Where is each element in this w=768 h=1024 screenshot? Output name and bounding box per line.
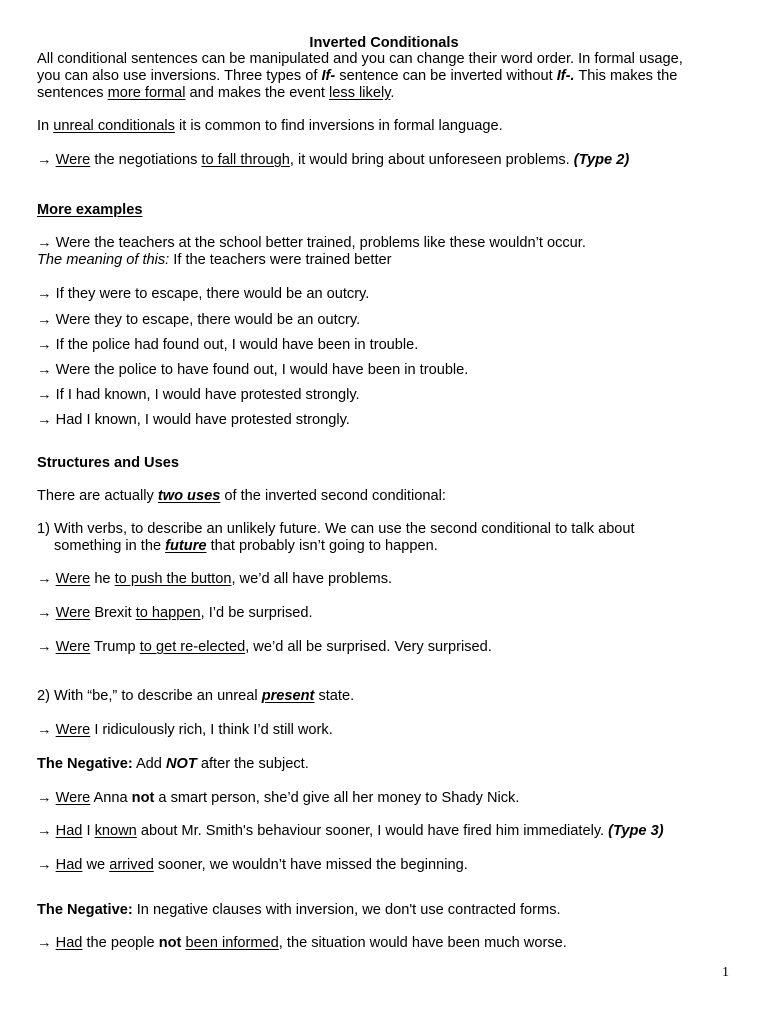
- arrow-icon: →: [37, 337, 56, 353]
- intro-line-1: All conditional sentences can be manipulated and you can change their word order. In formal usage,: [37, 51, 683, 67]
- arrow-icon: →: [37, 790, 56, 806]
- unreal-conditionals-line: In unreal conditionals it is common to find inversions in formal language.: [37, 118, 503, 134]
- arrow-icon: →: [37, 152, 56, 168]
- arrow-icon: →: [37, 857, 56, 873]
- example-item: → If I had known, I would have protested strongly.: [37, 387, 360, 403]
- example-rich: → Were I ridiculously rich, I think I’d still work.: [37, 722, 333, 738]
- meaning-line: The meaning of this: If the teachers were trained better: [37, 252, 392, 268]
- example-informed: → Had the people not been informed, the situation would have been much worse.: [37, 935, 567, 951]
- negative-rule-2: The Negative: In negative clauses with inversion, we don't use contracted forms.: [37, 902, 561, 918]
- example-brexit: → Were Brexit to happen, I’d be surprised.: [37, 605, 313, 621]
- example-smith: → Had I known about Mr. Smith's behaviour sooner, I would have fired him immediately. (Type 3): [37, 823, 664, 839]
- example-item: → Were they to escape, there would be an outcry.: [37, 312, 361, 328]
- arrow-icon: →: [37, 412, 56, 428]
- two-uses-line: There are actually two uses of the inverted second conditional:: [37, 488, 446, 504]
- example-anna: → Were Anna not a smart person, she’d give all her money to Shady Nick.: [37, 790, 520, 806]
- intro-line-3: sentences more formal and makes the event less likely.: [37, 85, 395, 101]
- arrow-icon: →: [37, 235, 56, 251]
- arrow-icon: →: [37, 362, 56, 378]
- structures-heading: Structures and Uses: [37, 455, 179, 471]
- page-number: 1: [722, 965, 729, 980]
- example-negotiations: → Were the negotiations to fall through, it would bring about unforeseen problems. (Type 2): [37, 152, 630, 168]
- negative-rule-1: The Negative: Add NOT after the subject.: [37, 756, 309, 772]
- example-arrived: → Had we arrived sooner, we wouldn’t have missed the beginning.: [37, 857, 468, 873]
- intro-line-2: you can also use inversions. Three types of If- sentence can be inverted without If-. This makes the: [37, 68, 678, 84]
- example-item: → If they were to escape, there would be an outcry.: [37, 286, 370, 302]
- arrow-icon: →: [37, 722, 56, 738]
- example-button: → Were he to push the button, we’d all have problems.: [37, 571, 393, 587]
- arrow-icon: →: [37, 639, 56, 655]
- use-1-line-2: something in the future that probably isn’t going to happen.: [54, 538, 438, 554]
- example-item: → If the police had found out, I would have been in trouble.: [37, 337, 419, 353]
- use-2-line: 2) With “be,” to describe an unreal present state.: [37, 688, 355, 704]
- example-trump: → Were Trump to get re-elected, we’d all be surprised. Very surprised.: [37, 639, 492, 655]
- arrow-icon: →: [37, 286, 56, 302]
- example-item: → Were the police to have found out, I would have been in trouble.: [37, 362, 469, 378]
- use-1-line-1: 1) With verbs, to describe an unlikely future. We can use the second conditional to talk about: [37, 521, 635, 537]
- arrow-icon: →: [37, 605, 56, 621]
- arrow-icon: →: [37, 571, 56, 587]
- more-examples-heading: More examples: [37, 202, 143, 218]
- arrow-icon: →: [37, 823, 56, 839]
- arrow-icon: →: [37, 312, 56, 328]
- arrow-icon: →: [37, 935, 56, 951]
- page-title: Inverted Conditionals: [309, 35, 459, 51]
- example-item: → Had I known, I would have protested strongly.: [37, 412, 350, 428]
- example-teachers: → Were the teachers at the school better trained, problems like these wouldn’t occur.: [37, 235, 586, 251]
- arrow-icon: →: [37, 387, 56, 403]
